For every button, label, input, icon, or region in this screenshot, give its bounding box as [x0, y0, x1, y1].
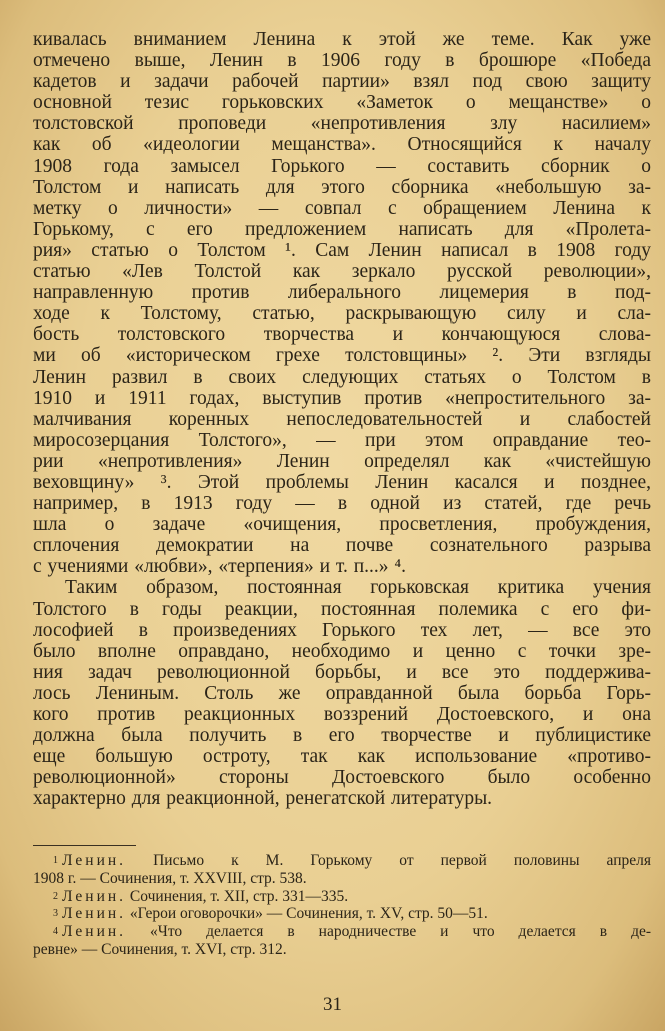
footnote-line — [33, 905, 651, 923]
text-line: должна была получить в его творчестве и публицистике — [33, 725, 651, 747]
text-line: лось Лениным. Столь же оправданной была борьба Горь- — [33, 682, 651, 704]
footnote-text: ревне» — Сочинения, т. XVI, стр. 312. — [33, 940, 287, 958]
footnote-marker: 2 — [53, 890, 58, 902]
footnote-marker: 3 — [53, 908, 58, 920]
text-line: рия» статью о Толстом ¹. Сам Ленин написал в 1908 году — [33, 239, 651, 261]
text-line: например, в 1913 году — в одной из статей, где речь — [33, 493, 651, 515]
text-line: кого против реакционных воззрений Достоевского, и она — [33, 704, 651, 725]
text-line: рии «непротивления» Ленин определял как «чистейшую — [33, 450, 651, 472]
text-line: 1910 и 1911 годах, выступив против «непростительного за- — [33, 387, 651, 409]
text-line: бость толстовского творчества и кончающуюся слова- — [33, 324, 651, 346]
text-line: веховщину» ³. Этой проблемы Ленин касался и позднее, — [33, 471, 651, 493]
footnote-line — [33, 923, 651, 941]
text-line: направленную против либерального лицемерия в под- — [33, 282, 651, 304]
body-text — [33, 29, 651, 809]
text-line: ми об «историческом грехе толстовщины» ². Эти взгляды — [33, 345, 651, 367]
footnote-text: «Герои оговорочки» — Сочинения, т. XV, стр. 50—51. — [129, 905, 488, 923]
footnote-separator — [33, 845, 136, 846]
text-line: толстовской проповеди «непротивления злу насилием» — [33, 113, 651, 135]
text-line: было вполне оправдано, необходимо и ценно с точки зре- — [33, 640, 651, 662]
footnote-marker: 1 — [53, 855, 58, 866]
footnote-line — [33, 870, 651, 888]
footnote-text: «Что делается в народничестве и что делается в де- — [150, 923, 651, 941]
text-line: метку о личности» — совпал с обращением Ленина к — [33, 197, 651, 219]
text-line: с учениями «любви», «терпения» и т. п...» ⁴. — [33, 556, 407, 578]
footnotes — [33, 852, 651, 959]
footnote-line — [33, 888, 651, 906]
footnote-line — [33, 941, 651, 959]
footnote-line — [33, 852, 651, 870]
text-line: основной тезис горьковских «Заметок о мещанстве» о — [33, 92, 651, 114]
text-line: отмечено выше, Ленин в 1906 году в брошюре «Победа — [33, 50, 651, 72]
footnote-text: Сочинения, т. XII, стр. 331—335. — [129, 887, 349, 905]
text-line: миросозерцания Толстого», — при этом оправдание тео- — [33, 429, 651, 451]
footnote-author: Ленин. — [62, 852, 127, 869]
text-line: Ленин развил в своих следующих статьях о Толстом в — [33, 366, 651, 388]
text-line: кивалась вниманием Ленина к этой же теме. Как уже — [33, 29, 651, 50]
footnote-author: Ленин. — [62, 905, 127, 923]
text-line: кадетов и задачи рабочей партии» взял под свою защиту — [33, 71, 651, 93]
text-line: как об «идеологии мещанства». Относящийся к началу — [33, 134, 651, 156]
text-line: характерно для реакционной, ренегатской литературы. — [33, 788, 493, 810]
text-line: 1908 года замысел Горького — составить сборник о — [33, 155, 651, 177]
text-line: шла о задаче «очищения, просветления, пробуждения, — [33, 514, 651, 536]
text-line: Таким образом, постоянная горьковская критика учения — [65, 577, 651, 599]
text-line: революционной» стороны Достоевского было особенно — [33, 767, 651, 789]
text-line: ходе к Толстому, статью, раскрывающую силу и сла- — [33, 303, 651, 325]
footnote-author: Ленин. — [62, 923, 127, 941]
footnote-marker: 4 — [53, 926, 58, 938]
text-line: еще большую остроту, так как использование «противо- — [33, 746, 651, 768]
text-line: лософией в произведениях Горького тех лет, — все это — [33, 619, 651, 641]
footnote-author: Ленин. — [62, 887, 127, 905]
text-line: Толстом и написать для этого сборника «небольшую за- — [33, 176, 651, 198]
footnote-text: Письмо к М. Горькому от первой половины апреля — [153, 852, 651, 869]
text-line: сплочения демократии на почве сознательного разрыва — [33, 535, 651, 557]
text-line: Горькому, с его предложением написать для «Пролета- — [33, 218, 651, 240]
text-line: статью «Лев Толстой как зеркало русской революции», — [33, 261, 651, 283]
page-number: 31 — [323, 994, 342, 1015]
text-line: ния задач революционной борьбы, и все это поддержива- — [33, 661, 651, 683]
text-line: малчивания коренных непоследовательностей и слабостей — [33, 408, 651, 430]
footnote-text: 1908 г. — Сочинения, т. XXVIII, стр. 538. — [33, 869, 307, 887]
text-line: Толстого в годы реакции, постоянная полемика с его фи- — [33, 598, 651, 620]
